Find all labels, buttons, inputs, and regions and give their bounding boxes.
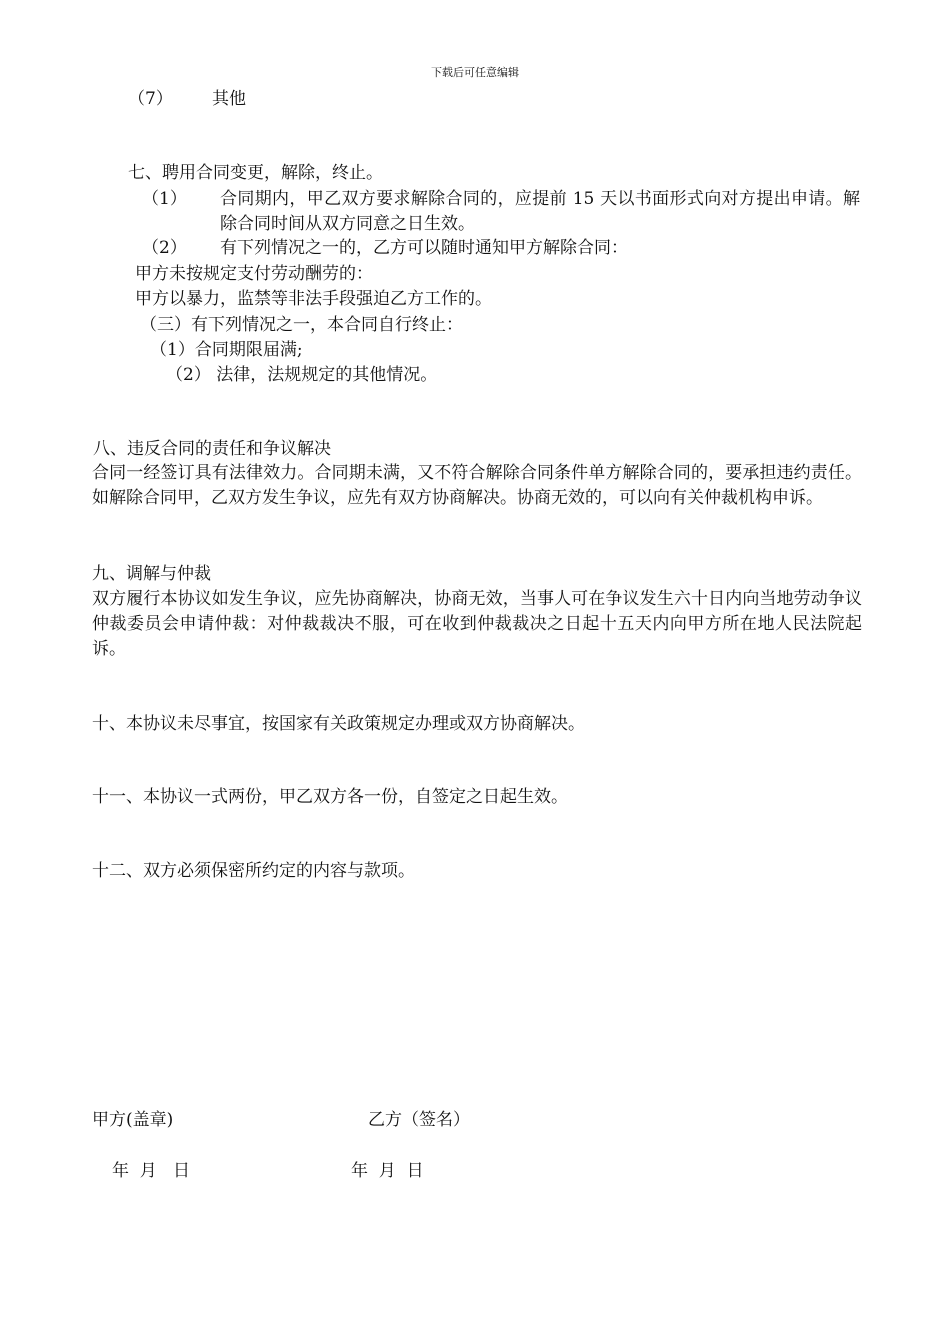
party-b-date: 年 月 日 — [351, 1161, 424, 1181]
section-7-item-1-number: （1） — [142, 189, 187, 209]
section-7-item-2 — [142, 236, 862, 261]
section-8-heading: 八、违反合同的责任和争议解决 — [93, 439, 331, 459]
party-a-seal-label: 甲方(盖章) — [92, 1110, 174, 1130]
section-12: 十二、双方必须保密所约定的内容与款项。 — [92, 861, 415, 881]
section-7-heading: 七、聘用合同变更，解除，终止。 — [128, 163, 383, 183]
section-7-item-1-text: 合同期内，甲乙双方要求解除合同的，应提前 15 天以书面形式向对方提出申请。解除合同时间从双方同意之日生效。 — [220, 189, 860, 234]
section-7-item-1 — [142, 187, 862, 237]
party-b-signature-label: 乙方（签名） — [368, 1110, 470, 1130]
item-7-number: （7） — [128, 89, 173, 109]
section-9-heading: 九、调解与仲裁 — [92, 564, 211, 584]
section-7-item-2-number: （2） — [142, 238, 187, 258]
party-a-date: 年 月 日 — [112, 1161, 191, 1181]
page-header-note: 下载后可任意编辑 — [431, 66, 519, 79]
section-7-sub-3-2: （2） 法律，法规规定的其他情况。 — [166, 365, 438, 385]
section-10: 十、本协议未尽事宜，按国家有关政策规定办理或双方协商解决。 — [92, 714, 585, 734]
section-9-body: 双方履行本协议如发生争议，应先协商解决，协商无效，当事人可在争议发生六十日内向当地劳动争议仲裁委员会申请仲裁：对仲裁裁决不服，可在收到仲裁裁决之日起十五天内向甲方所在地人民法院起诉。 — [92, 589, 862, 659]
section-7-item-2-text: 有下列情况之一的，乙方可以随时通知甲方解除合同： — [220, 238, 628, 258]
section-7-sub-3-1: （1）合同期限届满; — [150, 340, 303, 360]
item-7-text: 其他 — [212, 89, 246, 109]
section-7-sub-3: （三）有下列情况之一，本合同自行终止： — [140, 315, 463, 335]
section-7-sub-b: 甲方以暴力，监禁等非法手段强迫乙方工作的。 — [135, 289, 492, 309]
section-8-body: 合同一经签订具有法律效力。合同期未满，又不符合解除合同条件单方解除合同的，要承担违约责任。如解除合同甲，乙双方发生争议，应先有双方协商解决。协商无效的，可以向有关仲裁机构申诉。 — [92, 463, 862, 508]
section-7-sub-a: 甲方未按规定支付劳动酬劳的： — [135, 264, 373, 284]
section-11: 十一、本协议一式两份，甲乙双方各一份，自签定之日起生效。 — [92, 787, 568, 807]
